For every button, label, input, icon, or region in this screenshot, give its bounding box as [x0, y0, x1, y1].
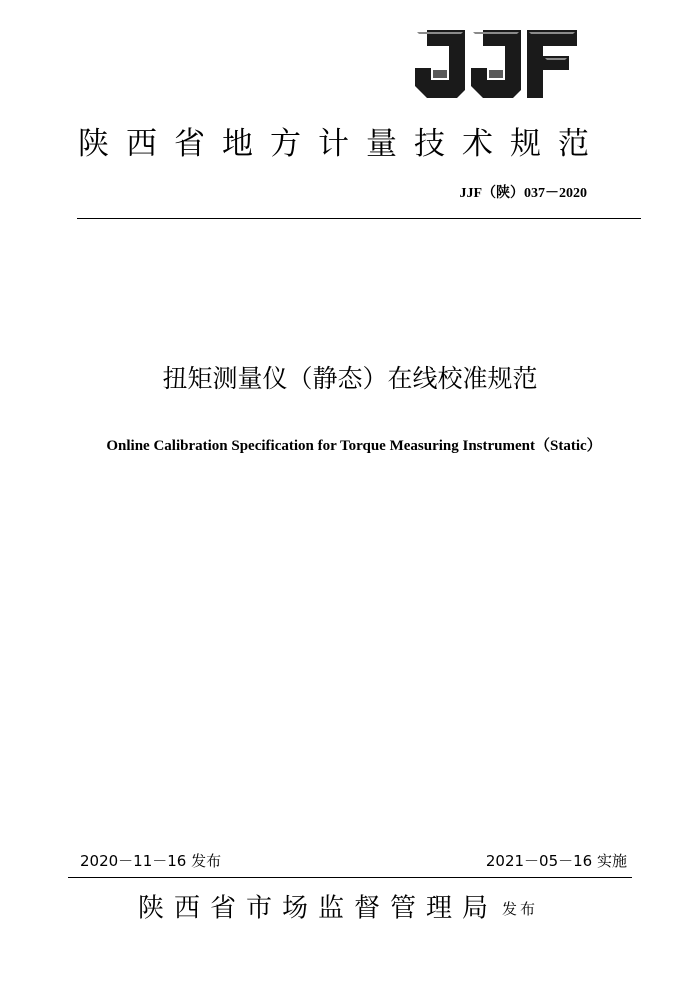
standard-number: JJF（陕）037－2020: [459, 186, 587, 201]
publish-label: 发布: [502, 899, 539, 918]
series-title: 陕西省地方计量技术规范: [78, 126, 606, 162]
bottom-divider: [68, 877, 632, 878]
logo-letter-j1: [415, 30, 465, 98]
issue-date: 2020－11－16 发布: [80, 852, 222, 870]
issuing-authority: 陕西省市场监督管理局: [138, 893, 499, 924]
document-title-chinese: 扭矩测量仪（静态）在线校准规范: [162, 364, 538, 393]
logo-letter-f: [527, 30, 577, 98]
jjf-logo: [413, 28, 579, 100]
issuer-line: [138, 888, 538, 929]
implementation-date: 2021－05－16 实施: [485, 852, 627, 870]
top-divider: [77, 218, 641, 219]
logo-letter-j2: [471, 30, 521, 98]
document-title-english: Online Calibration Specification for Torque Measuring Instrument（Static）: [106, 438, 602, 454]
